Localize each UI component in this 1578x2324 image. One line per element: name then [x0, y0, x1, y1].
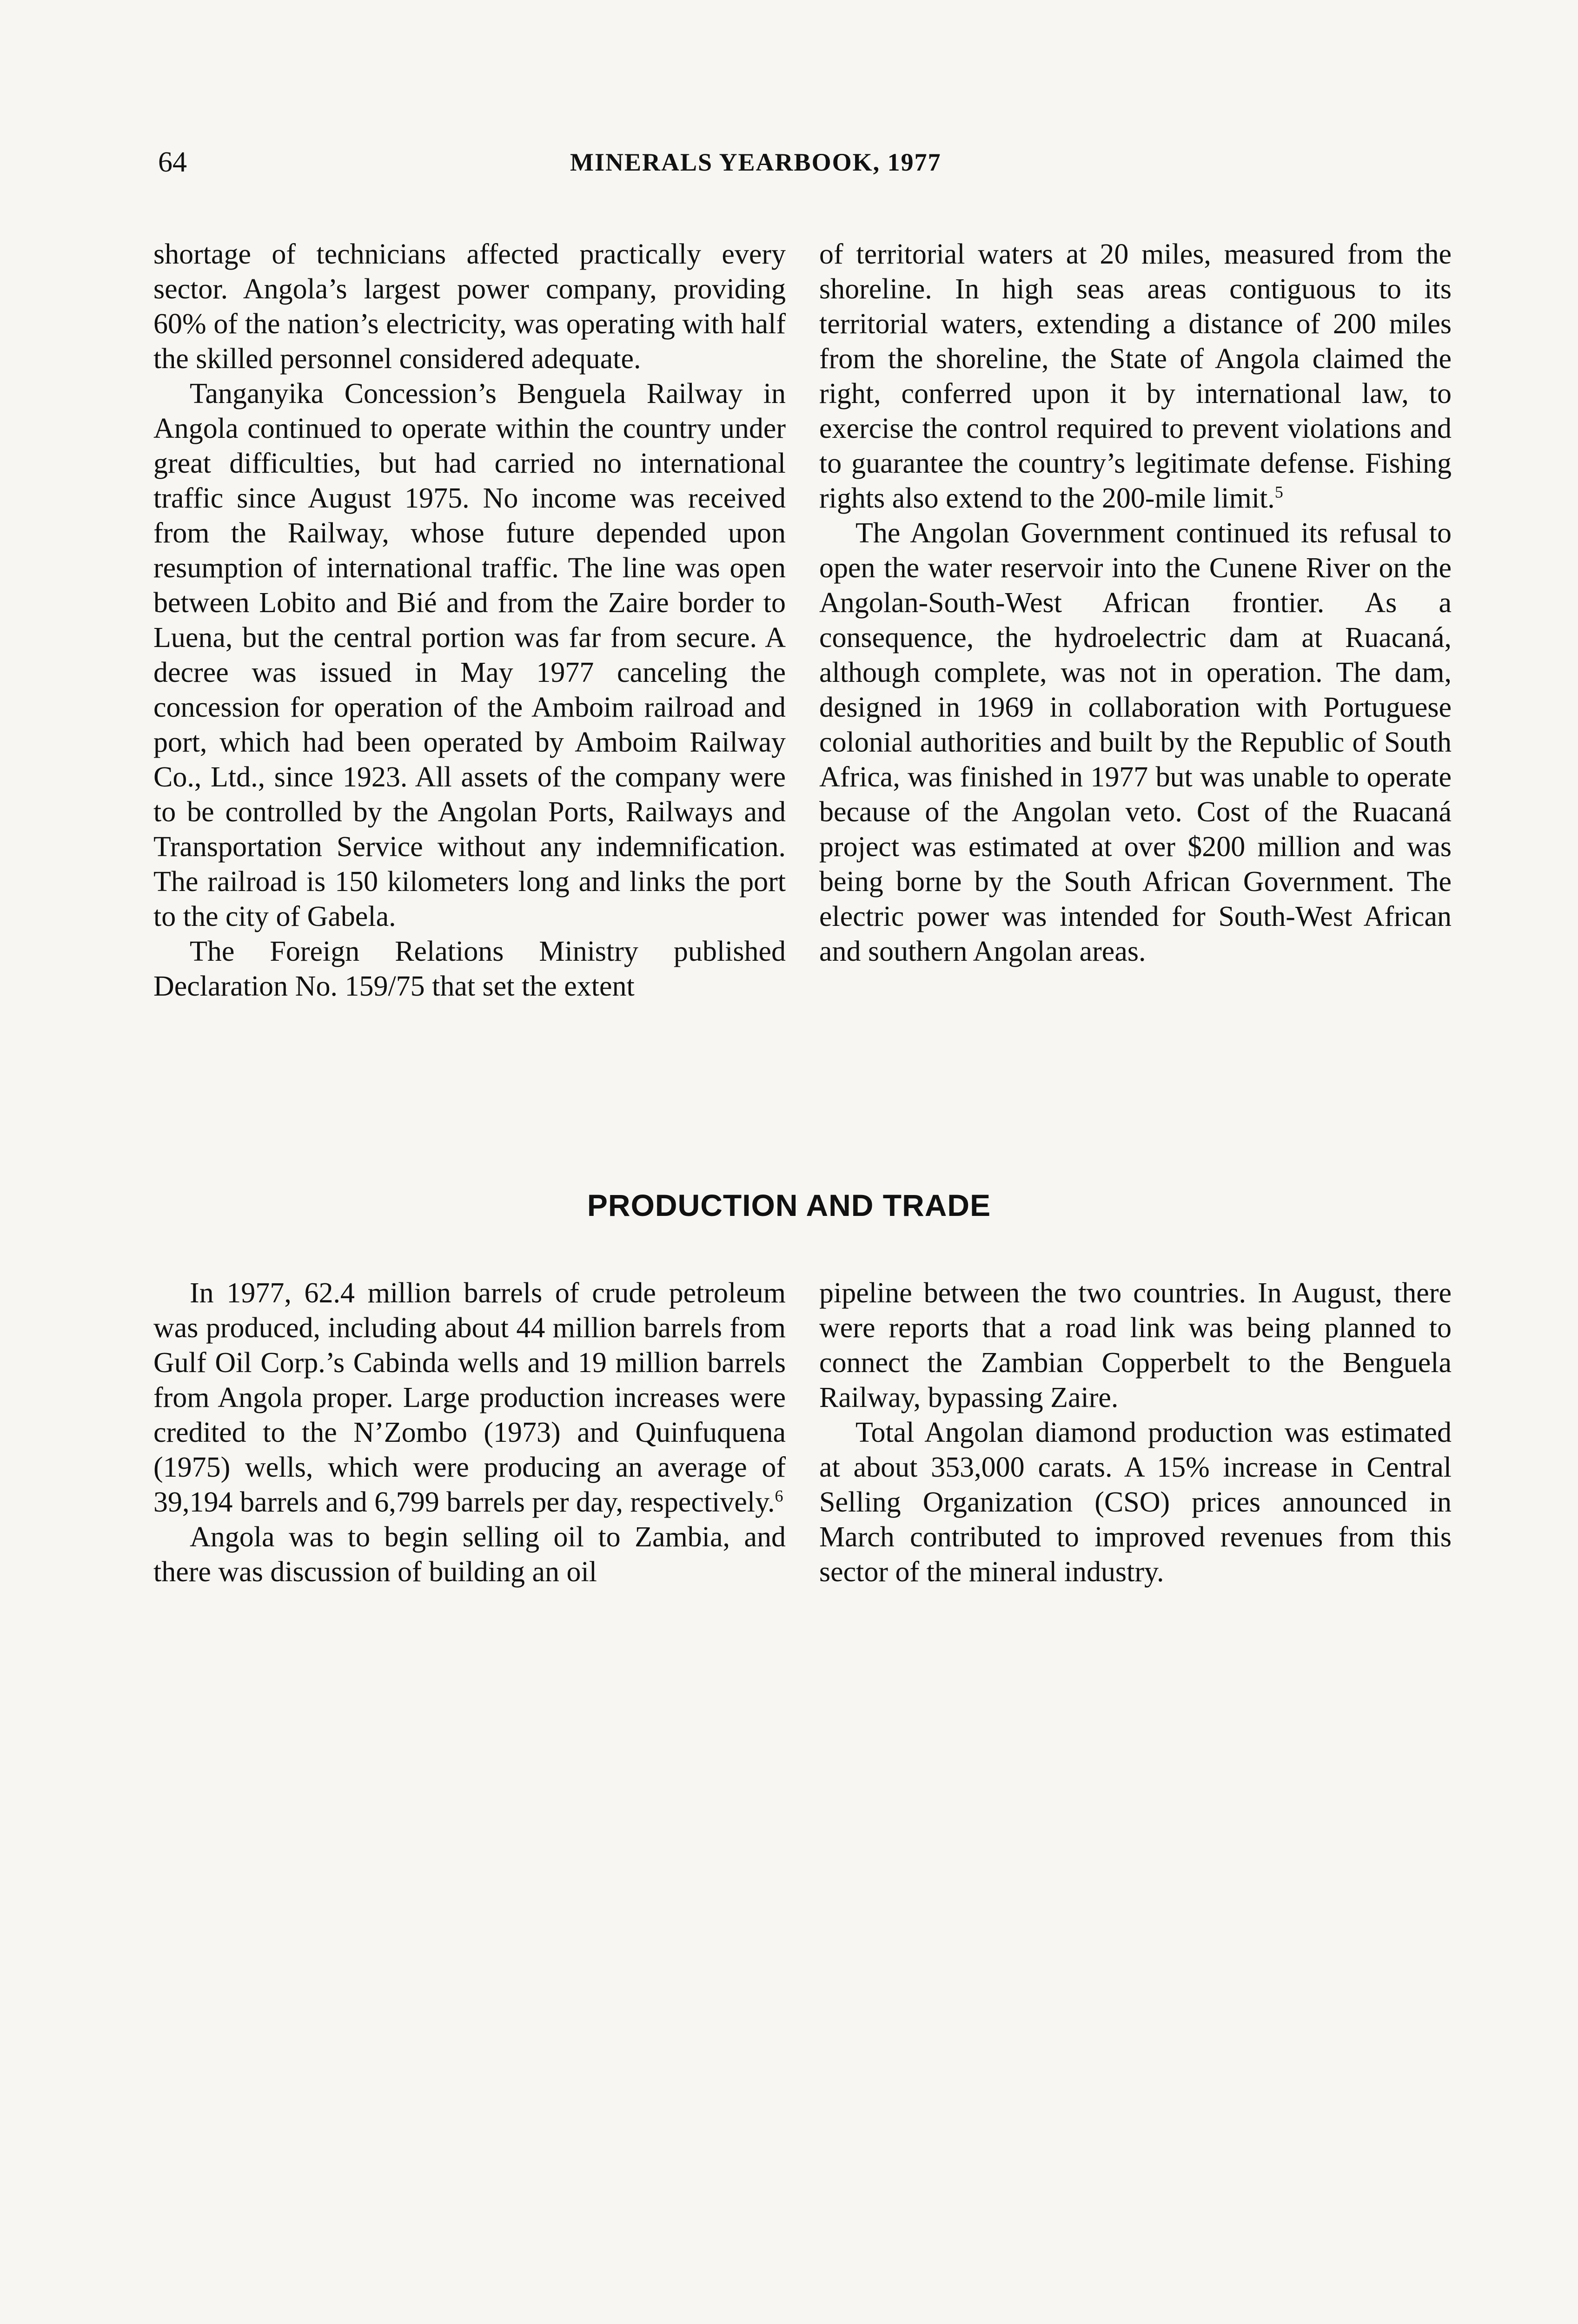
paragraph — [819, 237, 1452, 516]
paragraph: shortage of technicians affected practically every sector. Angola’s largest power company, providing 60% of the nation’s electricity, was operating with half the skilled personnel considered adequate. — [153, 238, 786, 375]
paragraph-text: of territorial waters at 20 miles, measured from the shoreline. In high seas areas contiguous to its territorial waters, extending a distance of 200 miles from the shoreline, the State of Angola claimed the right, conferred upon it by international law, to exercise the control required to prevent violations and to guarantee the country’s legitimate defense. Fishing rights also extend to the 200-mile limit. — [819, 238, 1452, 514]
paragraph: Tanganyika Concession’s Benguela Railway in Angola continued to operate within the country under great difficulties, but had carried no international traffic since August 1975. No income was received from the Railway, whose future depended upon resumption of international traffic. The line was open between Lobito and Bié and from the Zaire border to Luena, but the central portion was far from secure. A decree was issued in May 1977 canceling the concession for operation of the Amboim railroad and port, which had been operated by Amboim Railway Co., Ltd., since 1923. All assets of the company were to be controlled by the Angolan Ports, Railways and Transportation Service without any indemnification. The railroad is 150 kilometers long and links the port to the city of Gabela. — [153, 378, 786, 932]
paragraph — [153, 1276, 786, 1520]
paragraph: The Angolan Government continued its refusal to open the water reservoir into the Cunene River on the Angolan-South-West African frontier. As a consequence, the hydroelectric dam at Ruacaná, although complete, was not in operation. The dam, designed in 1969 in collaboration with Portuguese colonial authorities and built by the Republic of South Africa, was finished in 1977 but was unable to operate because of the Angolan veto. Cost of the Ruacaná project was estimated at over $200 million and was being borne by the South African Government. The electric power was intended for South-West African and southern Angolan areas. — [819, 517, 1452, 967]
page-number: 64 — [158, 146, 187, 178]
footnote-ref: 5 — [1274, 482, 1283, 502]
column-top-left — [153, 237, 786, 1004]
column-top-right — [819, 237, 1452, 969]
column-bottom-left — [153, 1276, 786, 1590]
paragraph-text: In 1977, 62.4 million barrels of crude petroleum was produced, including about 44 million barrels from Gulf Oil Corp.’s Cabinda wells and 19 million barrels from Angola proper. Large production increases were credited to the N’Zombo (1973) and Quinfuquena (1975) wells, which were producing an average of 39,194 barrels and 6,799 barrels per day, respectively. — [153, 1277, 786, 1518]
paragraph: Total Angolan diamond production was estimated at about 353,000 carats. A 15% increase in Central Selling Organization (CSO) prices announced in March contributed to improved revenues from this sector of the mineral industry. — [819, 1417, 1452, 1588]
paragraph: pipeline between the two countries. In August, there were reports that a road link was being planned to connect the Zambian Copperbelt to the Benguela Railway, bypassing Zaire. — [819, 1277, 1452, 1413]
running-title: MINERALS YEARBOOK, 1977 — [570, 148, 941, 176]
paragraph: The Foreign Relations Ministry published Declaration No. 159/75 that set the extent — [153, 936, 786, 1002]
paragraph: Angola was to begin selling oil to Zambia, and there was discussion of building an oil — [153, 1521, 786, 1588]
section-heading: PRODUCTION AND TRADE — [587, 1188, 991, 1222]
footnote-ref: 6 — [775, 1486, 783, 1505]
column-bottom-right — [819, 1276, 1452, 1590]
